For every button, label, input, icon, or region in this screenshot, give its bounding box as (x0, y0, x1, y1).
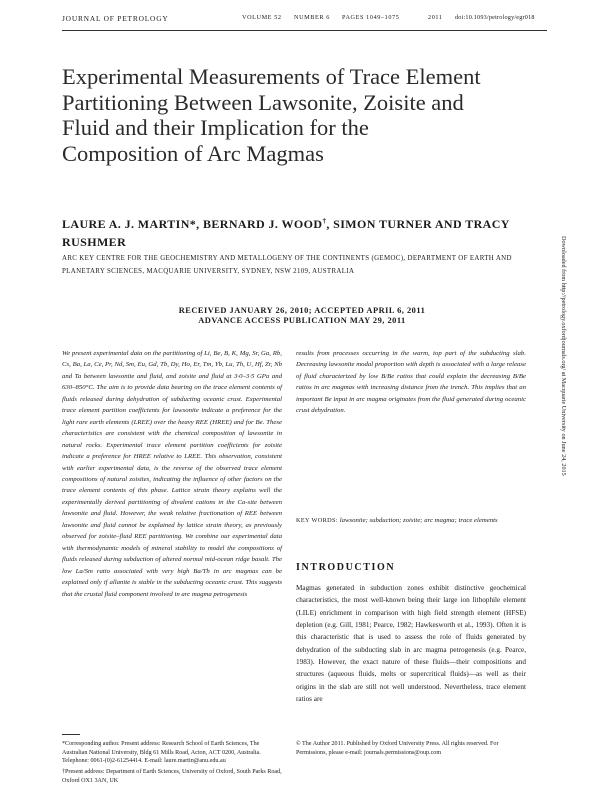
authors-part-2: , SIMON TURNER AND TRACY RUSHMER (62, 217, 510, 249)
advance-access: ADVANCE ACCESS PUBLICATION MAY 29, 2011 (198, 316, 406, 325)
year: 2011 (428, 14, 443, 21)
keywords-value: lawsonite; subduction; zoisite; arc magma; trace elements (339, 517, 498, 524)
header-rule (62, 30, 547, 31)
issue-number: NUMBER 6 (294, 14, 330, 21)
corresponding-author-note: *Corresponding author. Present address: Research School of Earth Sciences, The Australian National University, Bldg 61 Mills Road, Acton, ACT 0200, Australia. Telephone: 0061-(0)2-61254414. E-mail: laure.martin@anu.edu.au (62, 741, 261, 765)
footnotes (62, 740, 284, 788)
keywords (296, 515, 526, 527)
pages: PAGES 1049–1075 (342, 14, 400, 21)
author-list (62, 212, 532, 251)
journal-name: JOURNAL OF PETROLOGY (62, 14, 169, 23)
introduction-body: Magmas generated in subduction zones exhibit distinctive geochemical characteristics, the most well-known being their large ion lithophile element (LILE) enrichment in comparison with high field strength element (HFSE) depletion (e.g. Gill, 1981; Pearce, 1982; Hawkesworth et al., 1993). Often it is this characteristic that is used to assess the role of fluids generated by dehydration of the subducting slab in arc magma petrogenesis (e.g. Pearce, 1983). However, the exact nature of these fluids—their compositions and structures (aqueous fluids, melts or supercritical fluids)—as well as their origins in the slab are still not well understood. Nevertheless, trace element ratios are (296, 584, 526, 704)
publication-dates (62, 306, 542, 326)
abstract-part-1: We present experimental data on the partitioning of Li, Be, B, K, Mg, Sr, Ga, Rb, Cs, Ba, La, Ce, Pr, Nd, Sm, Eu, Gd, Tb, Dy, Ho, Er, Tm, Yb, Lu, Th, U, Hf, Zr, Nb and Ta between lawsonite and fluid, and zoisite and fluid at 3·0–3·5 GPa and 630–850°C. The aim is to provide data bearing on the trace element contents of fluids released during dehydration of subducting oceanic crust. Experimental trace element partition coefficients for lawsonite indicate a preference for the light rare earth elements (LREE) over the heavy REE (HREE) and for Be. These characteristics are consistent with the chemical composition of lawsonite in natural rocks. Experimental trace element partition coefficients for zoisite indicate a preference for HREE relative to LREE. This observation, consistent with earlier experimental data, is the reverse of the observed trace element compositions of natural zoisites, indicating the influence of other factors on the trace element contents of this phase. Lattice strain theory explains well the experimentally derived partitioning of divalent cations in the Ca-site between lawsonite and fluid. However, the weak relative fractionation of REE between lawsonite and fluid cannot be explained by lattice strain theory, as previously observed for zoisite–fluid REE partitioning. We combine our experimental data with thermodynamic models of mineral stability to model the compositions of fluids released during subduction of altered normal mid-ocean ridge basalt. The low La/Sm ratio associated with very high Ba/Th in arc magmas can be explained only if allanite is stable in the subducting oceanic crust. This suggests that the crustal fluid component involved in arc magma petrogenesis (62, 350, 282, 598)
abstract-part-2: results from processes occurring in the warm, top part of the subducting slab. Decreasing lawsonite modal proportion with depth is associated with a large release of fluid characterized by low B/Be ratios that could explain the decreasing B/Be ratios in arc magmas with increasing distance from the trench. This implies that an important Be input in arc magma originates from the fluid generated during oceanic crust dehydration. (296, 350, 526, 415)
keywords-label: KEY WORDS: (296, 517, 338, 524)
authors-part-1: LAURE A. J. MARTIN*, BERNARD J. WOOD (62, 217, 323, 231)
copyright-notice: © The Author 2011. Published by Oxford University Press. All rights reserved. For Permissions, please e-mail: journals.permissions@oup.com (296, 741, 499, 756)
running-header (62, 14, 547, 26)
footnote-rule (62, 734, 80, 735)
article-title: Experimental Measurements of Trace Element Partitioning Between Lawsonite, Zoisite and Fluid and their Implication for the Composition of Arc Magmas (62, 64, 481, 166)
introduction-heading: INTRODUCTION (296, 562, 396, 573)
affiliation: ARC KEY CENTRE FOR THE GEOCHEMISTRY AND METALLOGENY OF THE CONTINENTS (GEMOC), DEPARTMENT OF EARTH AND PLANETARY SCIENCES, MACQUARIE UNIVERSITY, SYDNEY, NSW 2109, AUSTRALIA (62, 255, 512, 275)
dagger-mark: † (322, 217, 327, 225)
present-address-note: †Present address: Department of Earth Sciences, University of Oxford, South Parks Road, Oxford OX1 3AN, UK (62, 769, 282, 784)
volume: VOLUME 52 (242, 14, 282, 21)
doi: doi:10.1093/petrology/egr018 (455, 14, 535, 21)
received-accepted: RECEIVED JANUARY 26, 2010; ACCEPTED APRIL 6, 2011 (178, 306, 426, 315)
download-watermark: Downloaded from http://petrology.oxfordjournals.org/ at Macquarie University on June 24, 2015 (560, 236, 567, 476)
